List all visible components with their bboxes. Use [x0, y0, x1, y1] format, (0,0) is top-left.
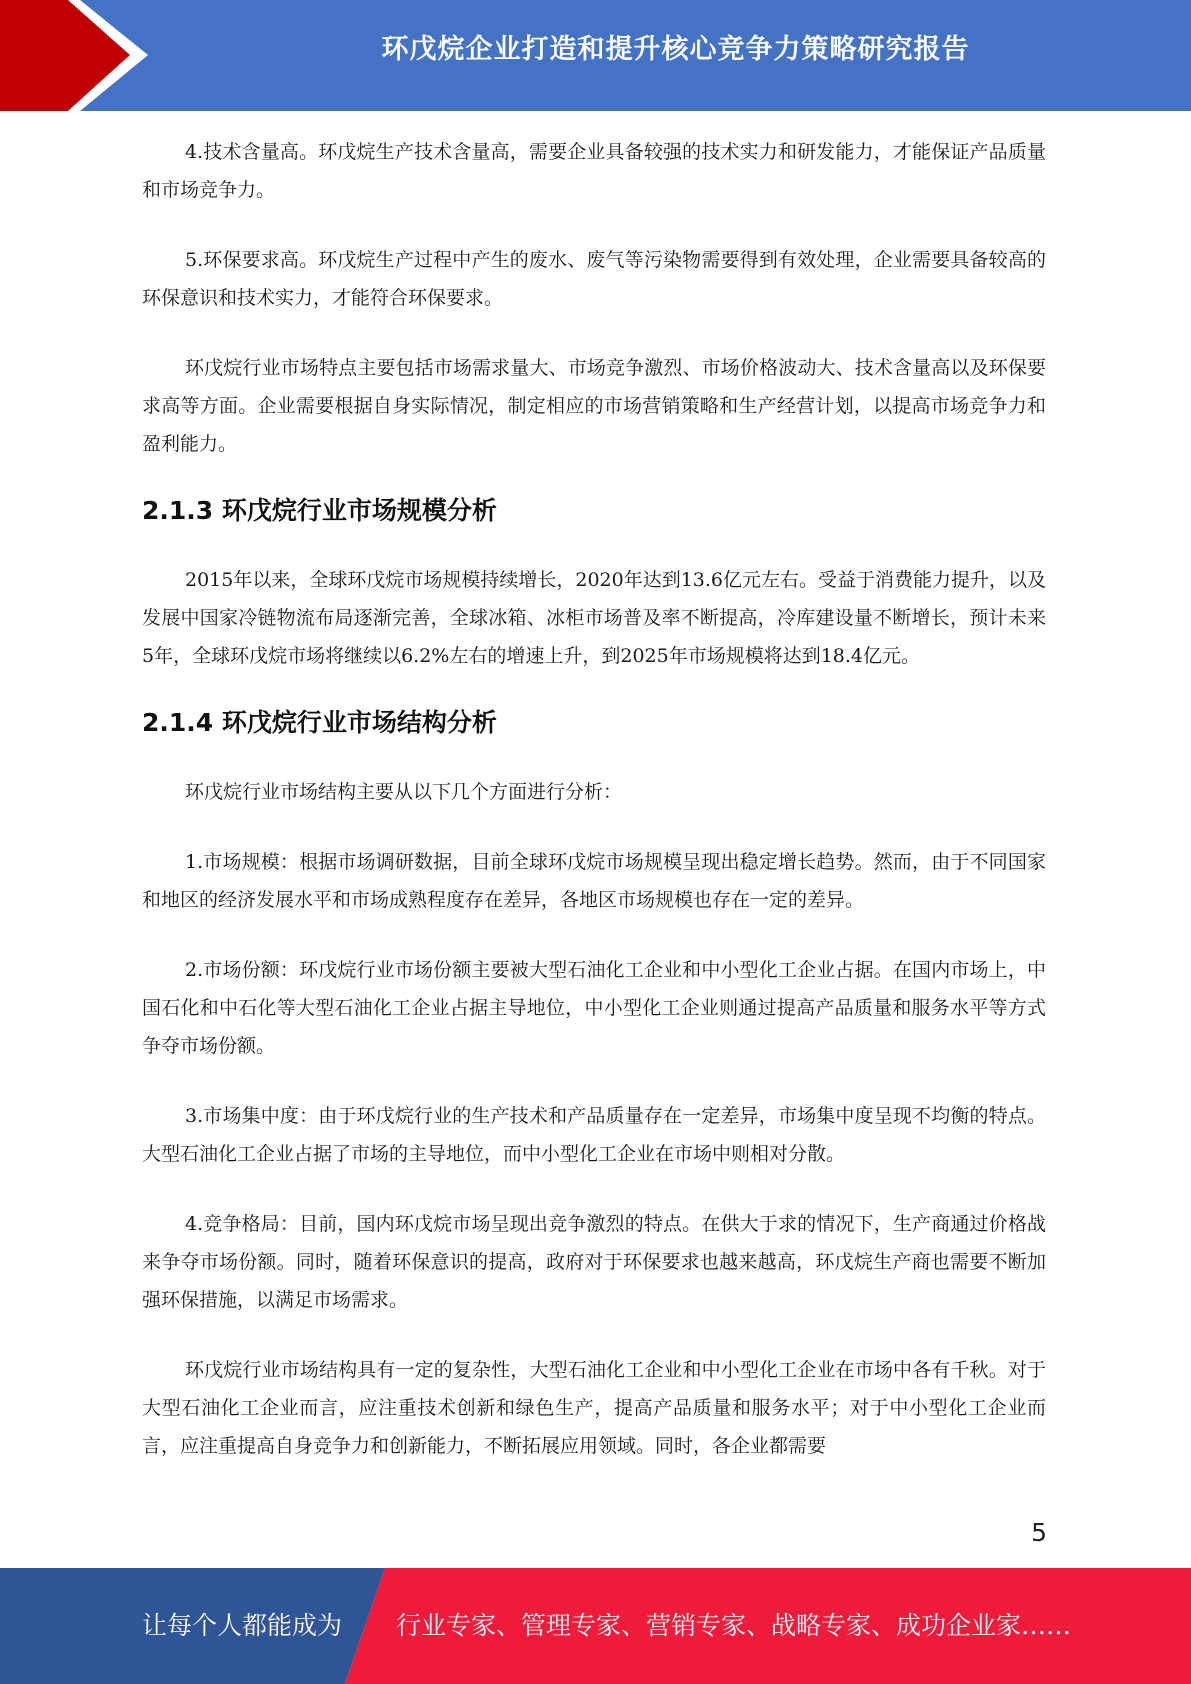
page-footer	[0, 1568, 1191, 1684]
paragraph-market-size: 2015年以来，全球环戊烷市场规模持续增长，2020年达到13.6亿元左右。受益于消费能力提升，以及发展中国家冷链物流布局逐渐完善，全球冰箱、冰柜市场普及率不断提高，冷库建设量不断增长，预计未来5年，全球环戊烷市场将继续以6.2%左右的增速上升，到2025年市场规模将达到18.4亿元。	[142, 569, 1047, 667]
paragraph-environmental-requirements: 5.环保要求高。环戊烷生产过程中产生的废水、废气等污染物需要得到有效处理，企业需要具备较高的环保意识和技术实力，才能符合环保要求。	[142, 249, 1046, 309]
header-title: 环戊烷企业打造和提升核心竞争力策略研究报告	[381, 34, 970, 65]
paragraph-structure-intro: 环戊烷行业市场结构主要从以下几个方面进行分析：	[185, 781, 623, 803]
document-body	[142, 133, 1046, 1497]
page-header	[0, 0, 1191, 111]
header-arrow-decoration	[0, 0, 160, 111]
section-heading-market-size: 2.1.3 环戊烷行业市场规模分析	[142, 496, 497, 525]
paragraph-market-characteristics-summary: 环戊烷行业市场特点主要包括市场需求量大、市场竞争激烈、市场价格波动大、技术含量高以及环保要求高等方面。企业需要根据自身实际情况，制定相应的市场营销策略和生产经营计划，以提高市场竞争力和盈利能力。	[142, 357, 1046, 455]
page-number: 5	[1031, 1518, 1047, 1547]
paragraph-market-scale: 1.市场规模：根据市场调研数据，目前全球环戊烷市场规模呈现出稳定增长趋势。然而，由于不同国家和地区的经济发展水平和市场成熟程度存在差异，各地区市场规模也存在一定的差异。	[142, 851, 1046, 911]
paragraph-market-share: 2.市场份额：环戊烷行业市场份额主要被大型石油化工企业和中小型化工企业占据。在国内市场上，中国石化和中石化等大型石油化工企业占据主导地位，中小型化工企业则通过提高产品质量和服务水平等方式争夺市场份额。	[142, 959, 1046, 1057]
paragraph-tech-content: 4.技术含量高。环戊烷生产技术含量高，需要企业具备较强的技术实力和研发能力，才能保证产品质量和市场竞争力。	[142, 141, 1046, 201]
paragraph-competitive-landscape: 4.竞争格局：目前，国内环戊烷市场呈现出竞争激烈的特点。在供大于求的情况下，生产商通过价格战来争夺市场份额。同时，随着环保意识的提高，政府对于环保要求也越来越高，环戊烷生产商也需要不断加强环保措施，以满足市场需求。	[142, 1213, 1046, 1311]
section-heading-market-structure: 2.1.4 环戊烷行业市场结构分析	[142, 708, 497, 737]
paragraph-structure-conclusion: 环戊烷行业市场结构具有一定的复杂性，大型石油化工企业和中小型化工企业在市场中各有千秋。对于大型石油化工企业而言，应注重技术创新和绿色生产，提高产品质量和服务水平；对于中小型化工企业而言，应注重提高自身竞争力和创新能力，不断拓展应用领域。同时，各企业都需要	[142, 1359, 1046, 1457]
paragraph-market-concentration: 3.市场集中度：由于环戊烷行业的生产技术和产品质量存在一定差异，市场集中度呈现不均衡的特点。大型石油化工企业占据了市场的主导地位，而中小型化工企业在市场中则相对分散。	[142, 1105, 1046, 1165]
footer-slogan-right: 行业专家、管理专家、营销专家、战略专家、成功企业家……	[396, 1611, 1072, 1640]
footer-slogan-left: 让每个人都能成为	[142, 1611, 343, 1640]
